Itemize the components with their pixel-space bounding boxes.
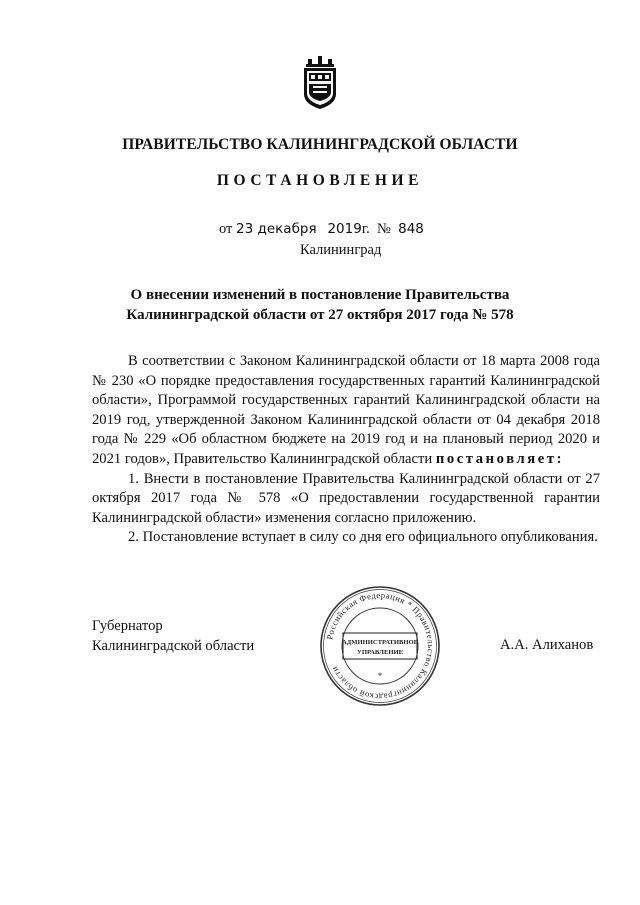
government-title: ПРАВИТЕЛЬСТВО КАЛИНИНГРАДСКОЙ ОБЛАСТИ — [122, 136, 518, 153]
signer-name: А.А. Алиханов — [500, 637, 594, 653]
subject-line-2: Калининградской области от 27 октября 2017 года № 578 — [126, 307, 514, 323]
date-prefix: от — [219, 221, 233, 237]
city: Калининград — [300, 242, 382, 258]
item-1-paragraph: 1. Внести в постановление Правительства Калининградской области от 27 октября 2017 года № 578 «О предоставлении государственной гарантии Калининградской области» изменения согласно приложению. — [92, 470, 600, 526]
decree-word: постановляет: — [435, 450, 565, 467]
stamp-ring-text: Российская Федерация * Правительство Калининградской области — [324, 589, 437, 703]
stamp-center-line-1: АДМИНИСТРАТИВНОЕ — [341, 639, 419, 646]
signer-position — [92, 617, 254, 656]
signer-position-line-1: Губернатор — [92, 618, 163, 634]
date-line — [219, 221, 424, 238]
official-stamp — [319, 585, 441, 707]
subject-line-1: О внесении изменений в постановление Правительства — [130, 287, 510, 303]
item-2-paragraph: 2. Постановление вступает в силу со дня его официального опубликования. — [128, 529, 598, 546]
preamble-text: В соответствии с Законом Калининградской области от 18 марта 2008 года № 230 «О порядке предоставления государственных гарантий Калининградской области», Программой государственных гарантий Калининградской области на 2019 год, утвержденной Законом Калининградской области от 04 декабря 2018 года № 229 «Об областном бюджете на 2019 год и на плановый период 2020 и 2021 годов», Правительство Калининградской области — [92, 353, 600, 467]
coat-of-arms-icon — [301, 56, 339, 110]
preamble-paragraph — [92, 352, 600, 470]
stamp-center-line-2: УПРАВЛЕНИЕ — [356, 649, 404, 656]
signer-position-line-2: Калининградской области — [92, 637, 255, 654]
date-day-month: 23 декабря — [236, 221, 317, 237]
stamp-star: * — [377, 671, 383, 681]
number-sign: № — [377, 221, 391, 237]
year-suffix: г. — [361, 221, 370, 237]
document-body — [92, 352, 600, 548]
document-number: 848 — [398, 221, 424, 237]
date-year: 2019 — [327, 221, 362, 237]
document-type: ПОСТАНОВЛЕНИЕ — [216, 172, 424, 189]
document-subject — [0, 285, 640, 325]
